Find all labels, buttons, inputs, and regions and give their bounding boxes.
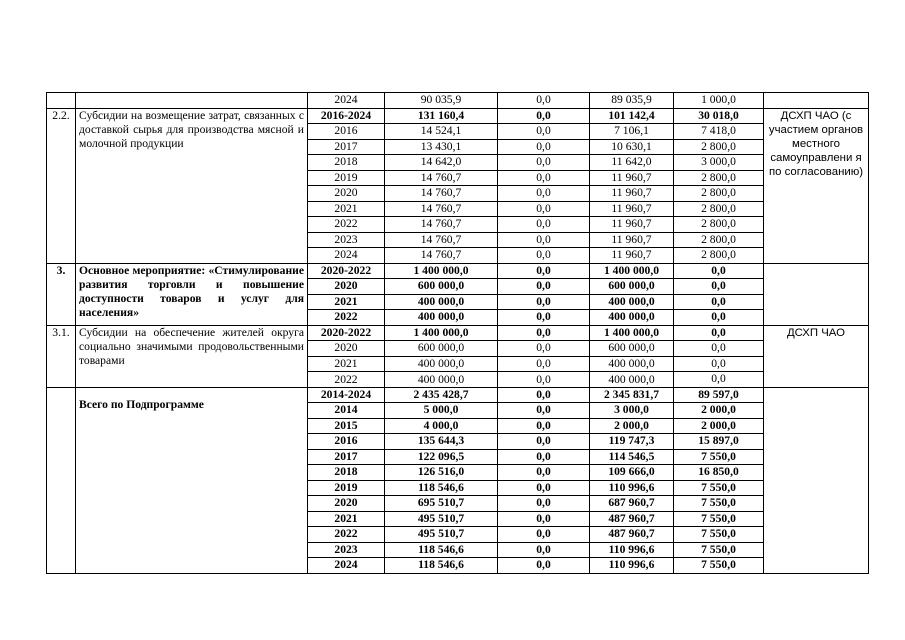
- year-cell: 2021: [308, 201, 385, 217]
- row-number-cell: 3.: [47, 263, 76, 325]
- local-cell: 30 018,0: [674, 108, 764, 124]
- local-cell: 2 800,0: [674, 139, 764, 155]
- year-cell: 2020-2022: [308, 325, 385, 341]
- local-cell: 7 550,0: [674, 480, 764, 496]
- okrug-cell: 400 000,0: [590, 372, 674, 388]
- table-body: [47, 93, 869, 574]
- local-cell: 0,0: [674, 325, 764, 341]
- year-cell: 2021: [308, 294, 385, 310]
- total-cell: 13 430,1: [385, 139, 498, 155]
- federal-cell: 0,0: [498, 263, 590, 279]
- okrug-cell: 687 960,7: [590, 496, 674, 512]
- federal-cell: 0,0: [498, 356, 590, 372]
- okrug-cell: 11 960,7: [590, 170, 674, 186]
- total-cell: 495 510,7: [385, 527, 498, 543]
- local-cell: 7 550,0: [674, 511, 764, 527]
- year-cell: 2019: [308, 170, 385, 186]
- federal-cell: 0,0: [498, 139, 590, 155]
- local-cell: 0,0: [674, 341, 764, 357]
- local-cell: 89 597,0: [674, 387, 764, 403]
- row-number-cell: 2.2.: [47, 108, 76, 263]
- federal-cell: 0,0: [498, 496, 590, 512]
- okrug-cell: 11 960,7: [590, 232, 674, 248]
- federal-cell: 0,0: [498, 248, 590, 264]
- okrug-cell: 600 000,0: [590, 279, 674, 295]
- okrug-cell: 10 630,1: [590, 139, 674, 155]
- federal-cell: 0,0: [498, 527, 590, 543]
- total-cell: 14 760,7: [385, 170, 498, 186]
- total-cell: 4 000,0: [385, 418, 498, 434]
- activity-name: Субсидии на обеспечение жителей округа социально значимыми продовольственными товарами: [79, 325, 304, 367]
- okrug-cell: 11 960,7: [590, 186, 674, 202]
- total-cell: 118 546,6: [385, 542, 498, 558]
- responsible-org-cell: ДСХП ЧАО (с участием органов местного самоуправлени я по согласованию): [764, 108, 869, 263]
- year-cell: 2016: [308, 434, 385, 450]
- year-cell: 2020: [308, 186, 385, 202]
- year-cell: 2016-2024: [308, 108, 385, 124]
- federal-cell: 0,0: [498, 387, 590, 403]
- total-cell: 122 096,5: [385, 449, 498, 465]
- row-number-cell: [47, 387, 76, 573]
- federal-cell: 0,0: [498, 480, 590, 496]
- table-row: [47, 93, 869, 109]
- year-cell: 2017: [308, 139, 385, 155]
- total-cell: 135 644,3: [385, 434, 498, 450]
- activity-name: Субсидии на возмещение затрат, связанных с доставкой сырья для производства мясной и молочной продукции: [79, 108, 304, 150]
- local-cell: 0,0: [674, 294, 764, 310]
- table-row: [47, 108, 869, 124]
- budget-table: [46, 92, 869, 574]
- federal-cell: 0,0: [498, 294, 590, 310]
- total-cell: 600 000,0: [385, 279, 498, 295]
- total-cell: 14 524,1: [385, 124, 498, 140]
- federal-cell: 0,0: [498, 201, 590, 217]
- total-cell: 126 516,0: [385, 465, 498, 481]
- row-number-cell: [47, 93, 76, 109]
- name-cell: [76, 93, 308, 109]
- okrug-cell: 101 142,4: [590, 108, 674, 124]
- okrug-cell: 7 106,1: [590, 124, 674, 140]
- okrug-cell: 11 960,7: [590, 248, 674, 264]
- total-cell: 14 642,0: [385, 155, 498, 171]
- okrug-cell: 11 642,0: [590, 155, 674, 171]
- year-cell: 2022: [308, 310, 385, 326]
- total-cell: 400 000,0: [385, 310, 498, 326]
- federal-cell: 0,0: [498, 372, 590, 388]
- responsible-org-cell: [764, 263, 869, 325]
- table-row: [47, 387, 869, 403]
- total-cell: 131 160,4: [385, 108, 498, 124]
- year-cell: 2020: [308, 341, 385, 357]
- federal-cell: 0,0: [498, 186, 590, 202]
- table-row: [47, 263, 869, 279]
- total-cell: 118 546,6: [385, 480, 498, 496]
- federal-cell: 0,0: [498, 341, 590, 357]
- year-cell: 2020-2022: [308, 263, 385, 279]
- local-cell: 16 850,0: [674, 465, 764, 481]
- total-cell: 14 760,7: [385, 248, 498, 264]
- total-cell: 1 400 000,0: [385, 263, 498, 279]
- federal-cell: 0,0: [498, 403, 590, 419]
- federal-cell: 0,0: [498, 279, 590, 295]
- federal-cell: 0,0: [498, 449, 590, 465]
- total-cell: 2 435 428,7: [385, 387, 498, 403]
- okrug-cell: 109 666,0: [590, 465, 674, 481]
- local-cell: 7 550,0: [674, 527, 764, 543]
- local-cell: 7 550,0: [674, 449, 764, 465]
- okrug-cell: 11 960,7: [590, 217, 674, 233]
- year-cell: 2021: [308, 356, 385, 372]
- total-cell: 14 760,7: [385, 232, 498, 248]
- year-cell: 2020: [308, 496, 385, 512]
- okrug-cell: 2 000,0: [590, 418, 674, 434]
- federal-cell: 0,0: [498, 434, 590, 450]
- local-cell: 2 000,0: [674, 403, 764, 419]
- okrug-cell: 1 400 000,0: [590, 263, 674, 279]
- year-cell: 2020: [308, 279, 385, 295]
- total-cell: 695 510,7: [385, 496, 498, 512]
- federal-cell: 0,0: [498, 558, 590, 574]
- local-cell: 2 800,0: [674, 170, 764, 186]
- local-cell: 1 000,0: [674, 93, 764, 109]
- okrug-cell: 2 345 831,7: [590, 387, 674, 403]
- name-cell: [76, 108, 308, 263]
- table-row: [47, 325, 869, 341]
- okrug-cell: 600 000,0: [590, 341, 674, 357]
- federal-cell: 0,0: [498, 155, 590, 171]
- federal-cell: 0,0: [498, 170, 590, 186]
- name-cell: [76, 325, 308, 387]
- federal-cell: 0,0: [498, 325, 590, 341]
- local-cell: 2 000,0: [674, 418, 764, 434]
- local-cell: 2 800,0: [674, 232, 764, 248]
- row-number-cell: 3.1.: [47, 325, 76, 387]
- total-cell: 400 000,0: [385, 372, 498, 388]
- federal-cell: 0,0: [498, 93, 590, 109]
- name-cell: [76, 387, 308, 573]
- year-cell: 2015: [308, 418, 385, 434]
- year-cell: 2023: [308, 542, 385, 558]
- org-cell: [764, 93, 869, 109]
- okrug-cell: 110 996,6: [590, 558, 674, 574]
- total-cell: 400 000,0: [385, 294, 498, 310]
- activity-name: Всего по Подпрограмме: [79, 397, 204, 411]
- local-cell: 7 418,0: [674, 124, 764, 140]
- local-cell: 15 897,0: [674, 434, 764, 450]
- okrug-cell: 11 960,7: [590, 201, 674, 217]
- local-cell: 0,0: [674, 356, 764, 372]
- year-cell: 2014-2024: [308, 387, 385, 403]
- okrug-cell: 89 035,9: [590, 93, 674, 109]
- year-cell: 2016: [308, 124, 385, 140]
- responsible-org-cell: ДСХП ЧАО: [764, 325, 869, 387]
- federal-cell: 0,0: [498, 232, 590, 248]
- total-cell: 400 000,0: [385, 356, 498, 372]
- federal-cell: 0,0: [498, 511, 590, 527]
- okrug-cell: 400 000,0: [590, 310, 674, 326]
- local-cell: 7 550,0: [674, 496, 764, 512]
- okrug-cell: 3 000,0: [590, 403, 674, 419]
- year-cell: 2014: [308, 403, 385, 419]
- total-cell: 1 400 000,0: [385, 325, 498, 341]
- federal-cell: 0,0: [498, 465, 590, 481]
- year-cell: 2024: [308, 558, 385, 574]
- local-cell: 0,0: [674, 279, 764, 295]
- okrug-cell: 487 960,7: [590, 527, 674, 543]
- local-cell: 0,0: [674, 372, 764, 388]
- name-cell: [76, 263, 308, 325]
- total-cell: 14 760,7: [385, 186, 498, 202]
- responsible-org-cell: [764, 387, 869, 573]
- year-cell: 2024: [308, 248, 385, 264]
- okrug-cell: 400 000,0: [590, 294, 674, 310]
- okrug-cell: 110 996,6: [590, 480, 674, 496]
- federal-cell: 0,0: [498, 108, 590, 124]
- local-cell: 2 800,0: [674, 201, 764, 217]
- federal-cell: 0,0: [498, 310, 590, 326]
- local-cell: 7 550,0: [674, 558, 764, 574]
- year-cell: 2022: [308, 372, 385, 388]
- total-cell: 600 000,0: [385, 341, 498, 357]
- local-cell: 2 800,0: [674, 186, 764, 202]
- year-cell: 2019: [308, 480, 385, 496]
- activity-name: Основное мероприятие: «Стимулирование развития торговли и повышение доступности товаров и услуг для населения»: [79, 263, 304, 319]
- federal-cell: 0,0: [498, 542, 590, 558]
- year-cell: 2023: [308, 232, 385, 248]
- okrug-cell: 114 546,5: [590, 449, 674, 465]
- total-cell: 5 000,0: [385, 403, 498, 419]
- year-cell: 2018: [308, 155, 385, 171]
- year-cell: 2017: [308, 449, 385, 465]
- okrug-cell: 119 747,3: [590, 434, 674, 450]
- total-cell: 14 760,7: [385, 201, 498, 217]
- local-cell: 2 800,0: [674, 217, 764, 233]
- federal-cell: 0,0: [498, 217, 590, 233]
- total-cell: 495 510,7: [385, 511, 498, 527]
- total-cell: 90 035,9: [385, 93, 498, 109]
- year-cell: 2018: [308, 465, 385, 481]
- local-cell: 0,0: [674, 310, 764, 326]
- year-cell: 2022: [308, 217, 385, 233]
- okrug-cell: 110 996,6: [590, 542, 674, 558]
- okrug-cell: 1 400 000,0: [590, 325, 674, 341]
- year-cell: 2022: [308, 527, 385, 543]
- local-cell: 2 800,0: [674, 248, 764, 264]
- year-cell: 2021: [308, 511, 385, 527]
- local-cell: 7 550,0: [674, 542, 764, 558]
- total-cell: 14 760,7: [385, 217, 498, 233]
- local-cell: 3 000,0: [674, 155, 764, 171]
- okrug-cell: 487 960,7: [590, 511, 674, 527]
- federal-cell: 0,0: [498, 418, 590, 434]
- okrug-cell: 400 000,0: [590, 356, 674, 372]
- local-cell: 0,0: [674, 263, 764, 279]
- federal-cell: 0,0: [498, 124, 590, 140]
- year-cell: 2024: [308, 93, 385, 109]
- total-cell: 118 546,6: [385, 558, 498, 574]
